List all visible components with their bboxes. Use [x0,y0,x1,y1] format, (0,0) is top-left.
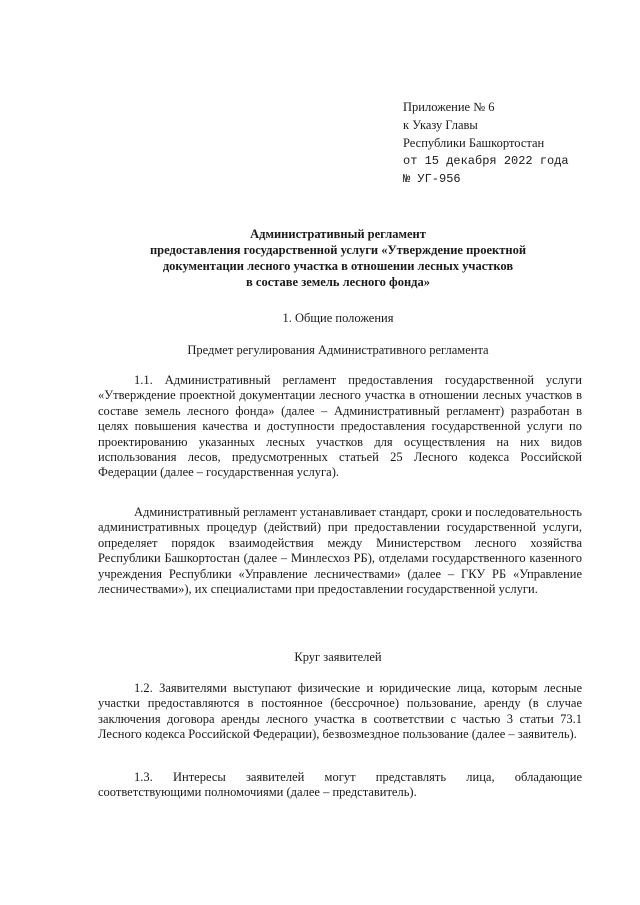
paragraph-1-2: 1.2. Заявителями выступают физические и юридические лица, которым лесные участки предоставляются в постоянное (бессрочное) пользование, аренду (в случае заключения договора аренды лесного участка в соответствии с частью 3 статьи 73.1 Лесного кодекса Российской Федерации), безвозмездное пользование (далее – заявитель). [98,681,582,742]
section-heading-general: 1. Общие положения [282,311,394,325]
title-line-4: в составе земель лесного фонда» [246,275,430,289]
appendix-block [403,98,569,188]
document-title [100,226,576,290]
title-line-2: предоставления государственной услуги «Утверждение проектной [149,243,527,257]
paragraph-1-3: 1.3. Интересы заявителей могут представлять лица, обладающие соответствующими полномочиями (далее – представитель). [98,770,582,800]
title-line-3: документации лесного участка в отношении лесных участков [162,259,514,273]
appendix-number: Приложение № 6 [403,100,495,114]
appendix-date: от 15 декабря 2022 года [403,154,569,168]
appendix-republic: Республики Башкортостан [403,136,545,150]
paragraph-1-1-continued: Административный регламент устанавливает стандарт, сроки и последовательность административных процедур (действий) при предоставлении государственной услуги, определяет порядок взаимодействия между Министерством лесного хозяйства Республики Башкортостан (далее – Минлесхоз РБ), отделами государственного казенного учреждения Республики «Управление лесничествами» (далее – ГКУ РБ «Управление лесничествами»), их специалистами при предоставлении государственной услуги. [98,505,582,597]
subsection-heading-subject: Предмет регулирования Административного регламента [187,343,489,357]
subsection-heading-applicants: Круг заявителей [294,650,382,664]
appendix-decree: к Указу Главы [403,118,478,132]
appendix-decree-number: № УГ-956 [403,172,461,186]
title-line-1: Административный регламент [250,227,426,241]
paragraph-1-1: 1.1. Административный регламент предоставления государственной услуги «Утверждение проектной документации лесного участка в отношении лесных участков в составе земель лесного фонда» (далее – Административный регламент) разработан в целях повышения качества и доступности предоставления государственной услуги по проектированию указанных лесных участков для осуществления на них видов использования лесов, предусмотренных статьей 25 Лесного кодекса Российской Федерации (далее – государственная услуга). [98,373,582,480]
